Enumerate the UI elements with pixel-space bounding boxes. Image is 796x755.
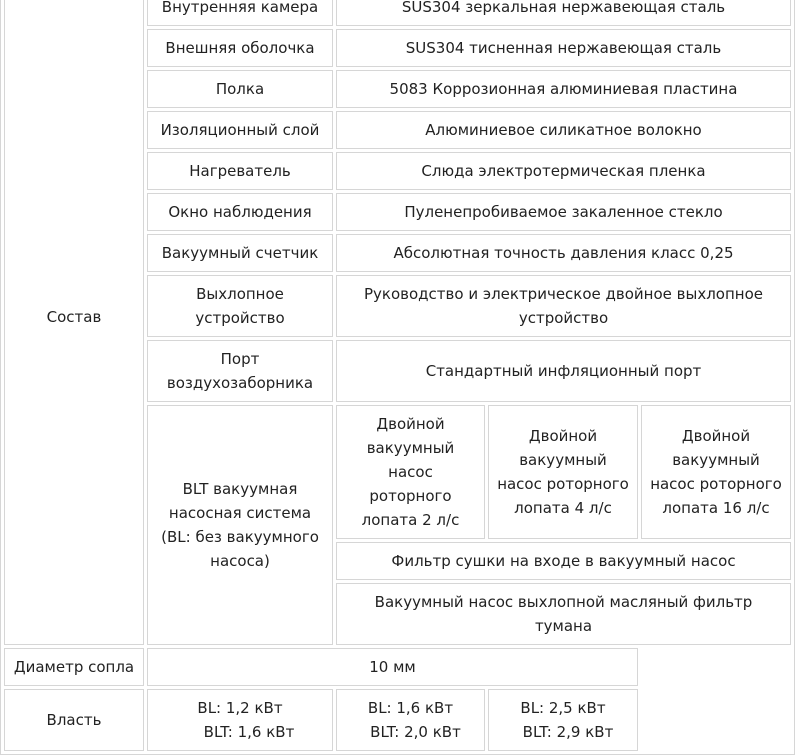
power-blt: BLT: 2,0 кВт xyxy=(370,723,461,741)
param-cell: Внутренняя камера xyxy=(147,0,333,26)
value-cell: SUS304 зеркальная нержавеющая сталь xyxy=(336,0,791,26)
value-cell: Абсолютная точность давления класс 0,25 xyxy=(336,234,791,272)
table-row xyxy=(4,648,791,686)
filter-exhaust-cell: Вакуумный насос выхлопной масляный фильтр тумана xyxy=(336,583,791,645)
param-cell: Полка xyxy=(147,70,333,108)
param-cell: Нагреватель xyxy=(147,152,333,190)
power-bl: BL: 1,2 кВт xyxy=(197,699,283,717)
param-cell: Диаметр сопла xyxy=(4,648,144,686)
value-cell: Пуленепробиваемое закаленное стекло xyxy=(336,193,791,231)
pump-cell: Двойной вакуумный насос роторного лопата 4 л/с xyxy=(488,405,638,539)
power-cell xyxy=(488,689,638,751)
pump-cell: Двойной вакуумный насос роторного лопата 16 л/с xyxy=(641,405,791,539)
pump-cell: Двойной вакуумный насос роторного лопата 2 л/с xyxy=(336,405,485,539)
power-cell xyxy=(147,689,333,751)
value-cell: Стандартный инфляционный порт xyxy=(336,340,791,402)
param-cell: Окно наблюдения xyxy=(147,193,333,231)
power-cell xyxy=(336,689,485,751)
power-blt: BLT: 1,6 кВт xyxy=(203,723,295,741)
filter-inlet-cell: Фильтр сушки на входе в вакуумный насос xyxy=(336,542,791,580)
section-label: Состав xyxy=(4,0,144,645)
table-row xyxy=(4,0,791,26)
param-cell: Власть xyxy=(4,689,144,751)
power-bl: BL: 2,5 кВт xyxy=(520,699,606,717)
value-cell: Слюда электротермическая пленка xyxy=(336,152,791,190)
power-bl: BL: 1,6 кВт xyxy=(367,699,454,717)
param-cell: Изоляционный слой xyxy=(147,111,333,149)
param-cell: Порт воздухозаборника xyxy=(147,340,333,402)
power-blt: BLT: 2,9 кВт xyxy=(522,723,614,741)
param-cell: Выхлопное устройство xyxy=(147,275,333,337)
table-row xyxy=(4,689,791,751)
param-cell: Вакуумный счетчик xyxy=(147,234,333,272)
value-cell: 5083 Коррозионная алюминиевая пластина xyxy=(336,70,791,108)
value-cell: Алюминиевое силикатное волокно xyxy=(336,111,791,149)
value-cell: SUS304 тисненная нержавеющая сталь xyxy=(336,29,791,67)
value-cell: 10 мм xyxy=(147,648,638,686)
pump-system-label: BLT вакуумная насосная система (BL: без вакуумного насоса) xyxy=(147,405,333,645)
param-cell: Внешняя оболочка xyxy=(147,29,333,67)
value-cell: Руководство и электрическое двойное выхлопное устройство xyxy=(336,275,791,337)
